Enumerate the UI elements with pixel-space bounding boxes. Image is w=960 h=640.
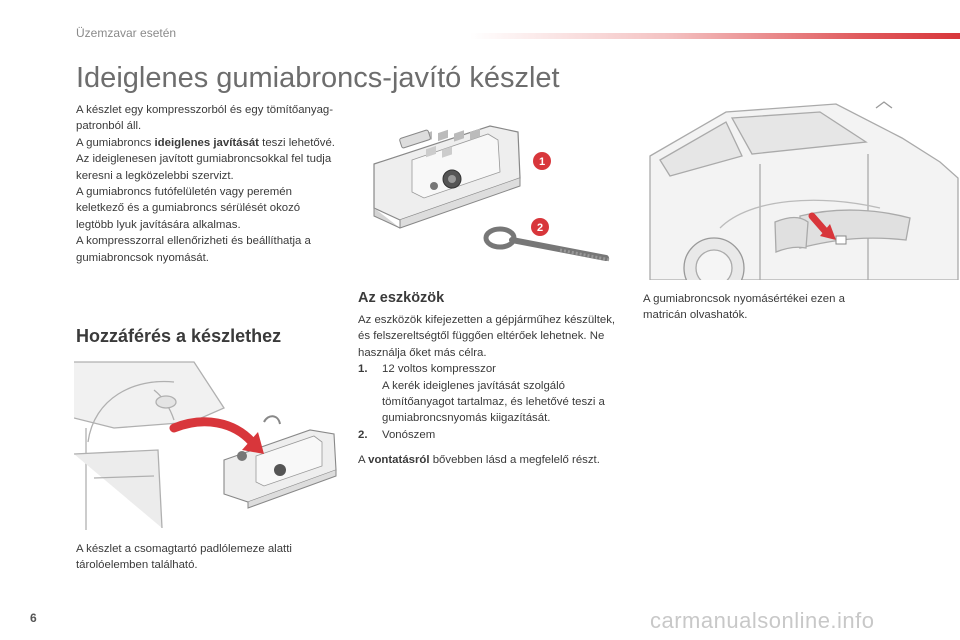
tool-item-body <box>382 427 435 443</box>
tool-item-number: 1. <box>358 363 368 376</box>
intro-text <box>76 102 338 266</box>
watermark: carmanualsonline.info <box>650 608 875 633</box>
intro-text-span: teszi lehetővé. <box>258 136 335 149</box>
tool-item-compressor <box>358 361 620 427</box>
callout-1-label: 1 <box>538 156 546 168</box>
towing-bold-span: vontatásról <box>368 454 430 467</box>
compressor-drawing <box>374 126 520 228</box>
tool-item-name: 12 voltos kompresszor <box>382 363 496 376</box>
tire-pressure-caption: A gumiabroncsok nyomásértékei ezen a matricán olvashatók. <box>643 293 845 322</box>
intro-bold-span: ideiglenes javítását <box>154 136 259 149</box>
callout-2-label: 2 <box>536 222 544 234</box>
towing-text-span: bővebben lásd a megfelelő részt. <box>429 454 600 467</box>
tool-item-towing-eye <box>358 427 620 443</box>
trunk-access-illustration <box>74 358 340 530</box>
access-caption: A készlet a csomagtartó padlólemeze alatti tárolóelemben található. <box>76 543 292 572</box>
access-heading: Hozzáférés a készlethez <box>76 326 282 346</box>
car-drawing <box>650 102 958 280</box>
tools-heading: Az eszközök <box>358 290 445 306</box>
trunk-drawing <box>74 362 224 530</box>
towing-text-span: A <box>358 454 369 467</box>
intro-paragraph-5: A kompresszorral ellenőrizheti és beállíthatja a gumiabroncsok nyomását. <box>76 235 311 264</box>
page-title: Ideiglenes gumiabroncs-javító készlet <box>76 62 560 94</box>
car-side-illustration <box>640 98 960 280</box>
intro-paragraph-4: A gumiabroncs futófelületén vagy peremén keletkező és a gumiabroncs sérülését okozó legtöbb lyuk javítására alkalmas. <box>76 186 301 231</box>
tool-item-description: A kerék ideiglenes javítását szolgáló tömítőanyagot tartalmaz, és lehetővé teszi a gumiabroncsnyomás kiigazítását. <box>382 379 605 425</box>
towing-reference <box>358 452 620 468</box>
header-accent-bar <box>470 33 960 39</box>
tool-item-name: Vonószem <box>382 428 436 441</box>
intro-paragraph-3: Az ideiglenesen javított gumiabroncsokkal fel tudja keresni a legközelebbi szervizt. <box>76 153 332 182</box>
tools-description: Az eszközök kifejezetten a gépjárműhez készültek, és felszereltségtől függően eltérőek lehetnek. Ne használja őket más célra. <box>358 314 616 359</box>
tool-item-body <box>382 361 620 427</box>
callout-1 <box>533 152 551 170</box>
repair-kit-illustration <box>360 112 620 272</box>
intro-paragraph-1: A készlet egy kompresszorból és egy tömítőanyag-patronból áll. <box>76 104 334 133</box>
page-number: 6 <box>30 611 37 625</box>
tools-text <box>358 312 620 469</box>
section-label: Üzemzavar esetén <box>76 26 177 40</box>
tool-item-number: 2. <box>358 428 368 441</box>
callout-2 <box>531 218 549 236</box>
towing-eye-drawing <box>486 229 610 260</box>
intro-text-span: A gumiabroncs <box>76 136 155 149</box>
intro-paragraph-2 <box>76 135 338 151</box>
arrow-indicator <box>174 422 264 454</box>
